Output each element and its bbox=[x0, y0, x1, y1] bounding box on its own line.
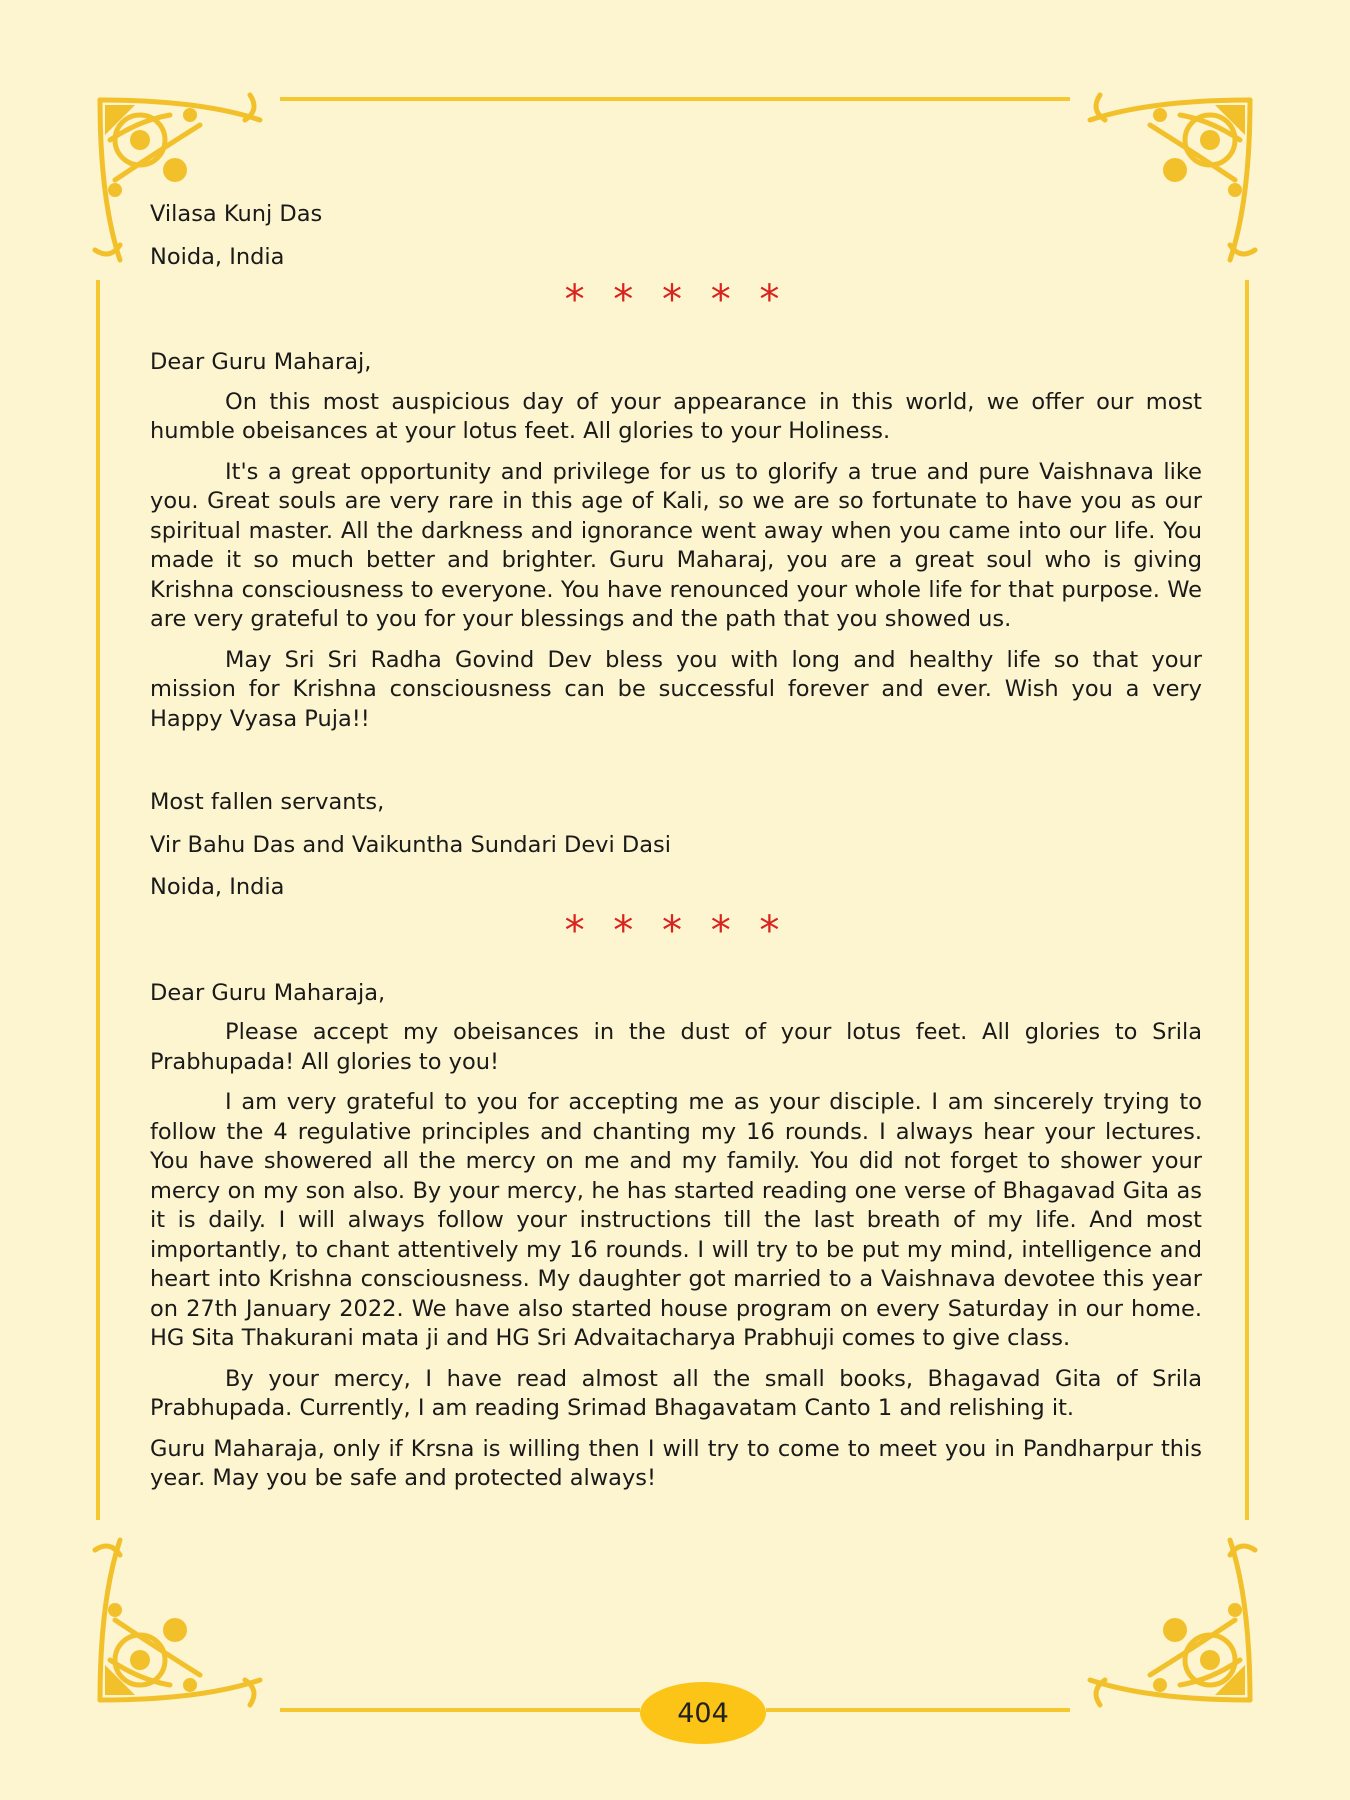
page-body bbox=[150, 200, 1202, 1505]
border-bottom-left-line bbox=[280, 1708, 640, 1712]
letter3-paragraph: Please accept my obeisances in the dust of your lotus feet. All glories to Srila Prabhupada! All glories to you! bbox=[150, 1019, 1202, 1075]
separator-stars: * * * * * bbox=[564, 277, 788, 323]
letter1-author: Vilasa Kunj Das bbox=[150, 201, 323, 227]
border-bottom-right-line bbox=[766, 1708, 1070, 1712]
letter2-author: Vir Bahu Das and Vaikuntha Sundari Devi Dasi bbox=[150, 831, 671, 858]
letter2-paragraph: May Sri Sri Radha Govind Dev bless you with long and healthy life so that your mission for Krishna consciousness can be successful forever and ever. Wish you a very Happy Vyasa Puja!! bbox=[150, 646, 1202, 732]
letter3-paragraph: I am very grateful to you for accepting me as your disciple. I am sincerely trying to follow the 4 regulative principles and chanting my 16 rounds. I always hear your lectures. You have showered all the mercy on me and my family. You did not forget to shower your mercy on my son also. By your mercy, he has started reading one verse of Bhagavad Gita as it is daily. I will always follow your instructions till the last breath of my life. And most importantly, to chant attentively my 16 rounds. I will try to be put my mind, intelligence and heart into Krishna consciousness. My daughter got married to a Vaishnava devotee this year on 27th January 2022. We have also started house program on every Saturday in our home. HG Sita Thakurani mata ji and HG Sri Advaitacharya Prabhuji comes to give class. bbox=[150, 1089, 1202, 1351]
letter2-paragraph: It's a great opportunity and privilege for us to glorify a true and pure Vaishnava like you. Great souls are very rare in this age of Kali, so we are so fortunate to have you as our spiritual master. All the darkness and ignorance went away when you came into our life. You made it so much better and brighter. Guru Maharaj, you are a great soul who is giving Krishna consciousness to everyone. You have renounced your whole life for that purpose. We are very grateful to you for your blessings and the path that you showed us. bbox=[150, 458, 1202, 632]
letter3-final-paragraph: Guru Maharaja, only if Krsna is willing then I will try to come to meet you in Pandharpur this year. May you be safe and protected always! bbox=[150, 1435, 1202, 1491]
letter1-location: Noida, India bbox=[150, 243, 285, 270]
letter3-paragraph: By your mercy, I have read almost all the small books, Bhagavad Gita of Srila Prabhupada. Currently, I am reading Srimad Bhagavatam Canto 1 and relishing it. bbox=[150, 1365, 1202, 1421]
corner-ornament-bottom-left bbox=[80, 1520, 280, 1720]
letter3-salutation: Dear Guru Maharaja, bbox=[150, 979, 386, 1006]
border-right-line bbox=[1245, 280, 1249, 1520]
letter2-salutation: Dear Guru Maharaj, bbox=[150, 349, 372, 375]
letter2-location: Noida, India bbox=[150, 874, 285, 900]
separator-stars: * * * * * bbox=[564, 907, 788, 954]
letter2-closing: Most fallen servants, bbox=[150, 789, 385, 815]
border-left-line bbox=[96, 280, 100, 1520]
page-number: 404 bbox=[640, 1682, 766, 1744]
letter2-paragraph: On this most auspicious day of your appearance in this world, we offer our most humble obeisances at your lotus feet. All glories to your Holiness. bbox=[150, 388, 1202, 444]
corner-ornament-bottom-right bbox=[1070, 1520, 1270, 1720]
border-top-line bbox=[280, 97, 1070, 101]
